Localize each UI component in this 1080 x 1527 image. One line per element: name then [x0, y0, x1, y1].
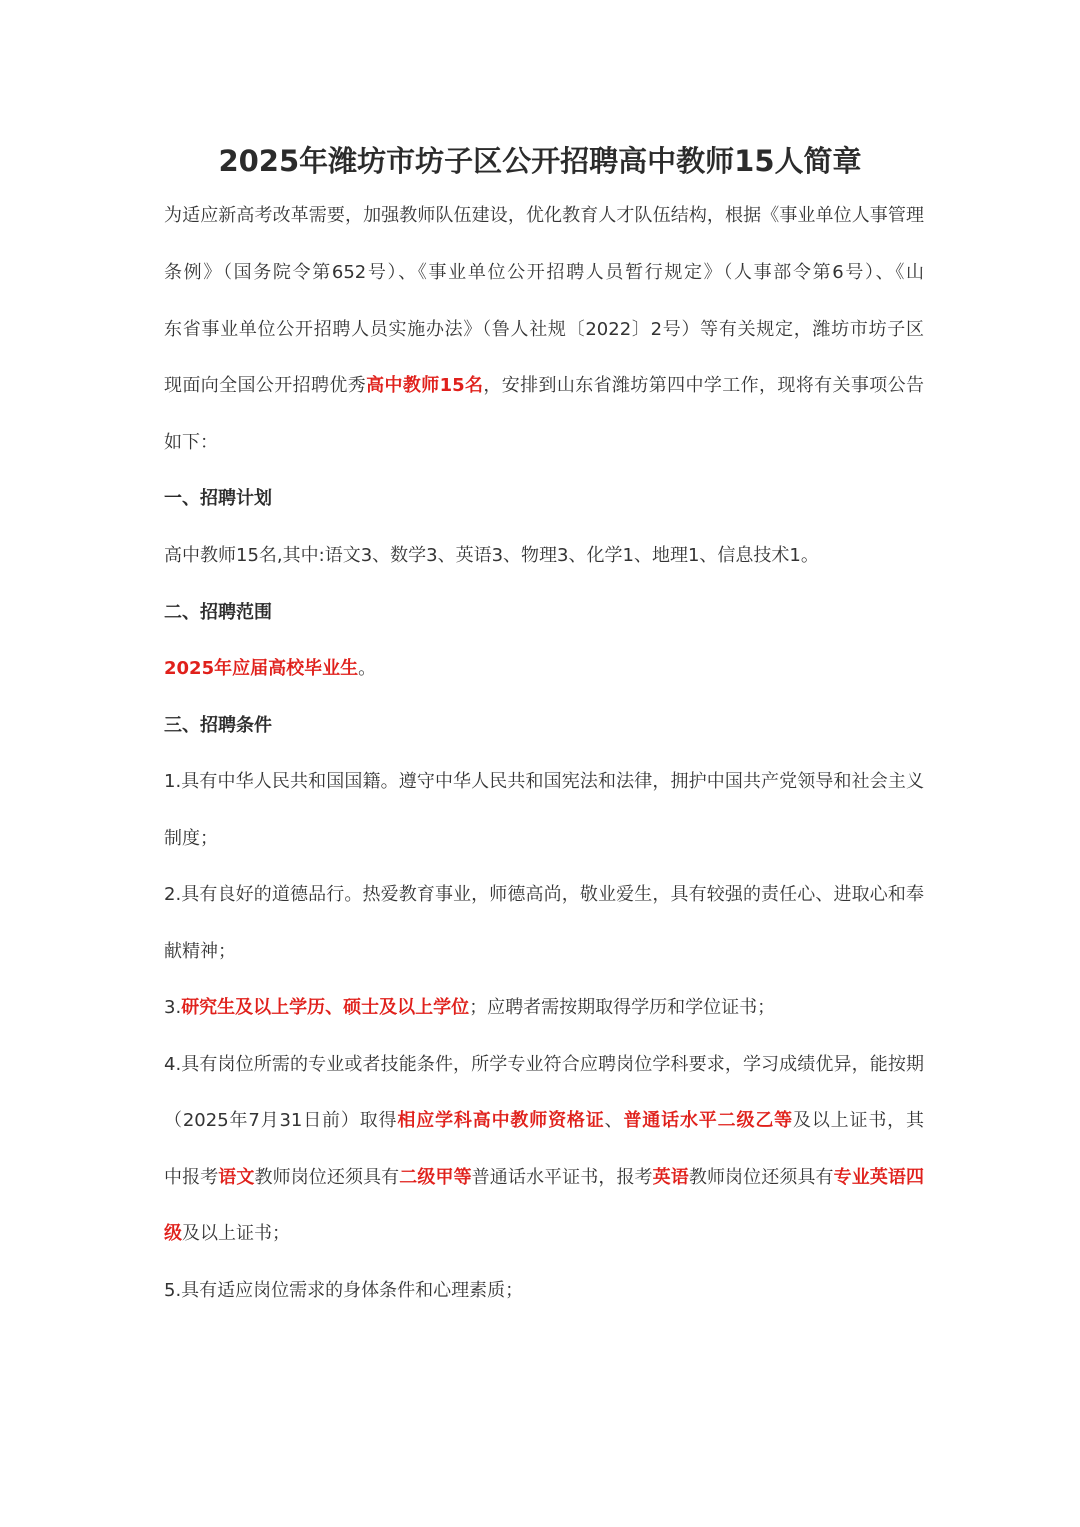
- intro-line-3: 东省事业单位公开招聘人员实施办法》（鲁人社规〔2022〕2号）等有关规定，潍坊市坊子区: [164, 319, 924, 340]
- intro-line-5: 如下：: [164, 432, 218, 453]
- intro-line-2: 条例》（国务院令第652号）、《事业单位公开招聘人员暂行规定》（人事部令第6号）、《山: [164, 262, 924, 283]
- highlight-text: 专业英语四: [833, 1167, 925, 1188]
- highlight-text: 英语: [652, 1167, 689, 1188]
- page-title: 2025年潍坊市坊子区公开招聘高中教师15人简章: [218, 144, 862, 178]
- highlight-text: 级: [164, 1223, 182, 1244]
- condition-text: （2025年7月31日前）取得: [164, 1110, 398, 1131]
- condition-1-line-1: 1.具有中华人民共和国国籍。遵守中华人民共和国宪法和法律，拥护中国共产党领导和社会主义: [164, 771, 924, 792]
- plan-text: 高中教师15名,其中:语文3、数学3、英语3、物理3、化学1、地理1、信息技术1。: [164, 545, 819, 566]
- highlight-text: 研究生及以上学历、硕士及以上学位: [181, 997, 470, 1018]
- highlight-text: 高中教师15名: [366, 375, 484, 396]
- highlight-text: 普通话水平二级乙等: [623, 1110, 793, 1131]
- condition-5: 5.具有适应岗位需求的身体条件和心理素质；: [164, 1280, 524, 1301]
- condition-text: 及以上证书，其: [793, 1110, 925, 1131]
- highlight-text: 语文: [218, 1167, 255, 1188]
- highlight-text: 相应学科高中教师资格证: [397, 1110, 605, 1131]
- condition-text: 中报考: [164, 1167, 219, 1188]
- condition-text: 教师岗位还须具有: [688, 1167, 834, 1188]
- intro-text: 现面向全国公开招聘优秀: [164, 375, 367, 396]
- highlight-text: 二级甲等: [399, 1167, 472, 1188]
- scope-text: [164, 654, 924, 684]
- condition-4-line-3: [164, 1163, 924, 1193]
- condition-text: ；应聘者需按期取得学历和学位证书；: [469, 997, 776, 1018]
- condition-2-line-2: 献精神；: [164, 941, 236, 962]
- intro-text: ，安排到山东省潍坊第四中学工作，现将有关事项公告: [483, 375, 924, 396]
- intro-line-1: 为适应新高考改革需要，加强教师队伍建设，优化教育人才队伍结构，根据《事业单位人事管理: [164, 205, 924, 226]
- intro-line-4: [164, 371, 924, 401]
- condition-3: [164, 993, 924, 1023]
- section-heading-plan: 一、招聘计划: [164, 488, 272, 509]
- highlight-text: 2025年应届高校毕业生: [164, 658, 359, 679]
- scope-tail: 。: [358, 658, 377, 679]
- condition-4-line-1: 4.具有岗位所需的专业或者技能条件，所学专业符合应聘岗位学科要求，学习成绩优异，能按期: [164, 1054, 924, 1075]
- condition-text: 普通话水平证书，报考: [471, 1167, 653, 1188]
- condition-text: 及以上证书；: [182, 1223, 290, 1244]
- condition-2-line-1: 2.具有良好的道德品行。热爱教育事业，师德高尚，敬业爱生，具有较强的责任心、进取心和奉: [164, 884, 924, 905]
- condition-4-line-4: [164, 1219, 924, 1249]
- condition-1-line-2: 制度；: [164, 828, 218, 849]
- section-heading-conditions: 三、招聘条件: [164, 715, 272, 736]
- condition-number: 3.: [164, 997, 182, 1018]
- section-heading-scope: 二、招聘范围: [164, 602, 272, 623]
- condition-text: 、: [604, 1110, 624, 1131]
- condition-4-line-2: [164, 1106, 924, 1136]
- condition-text: 教师岗位还须具有: [254, 1167, 400, 1188]
